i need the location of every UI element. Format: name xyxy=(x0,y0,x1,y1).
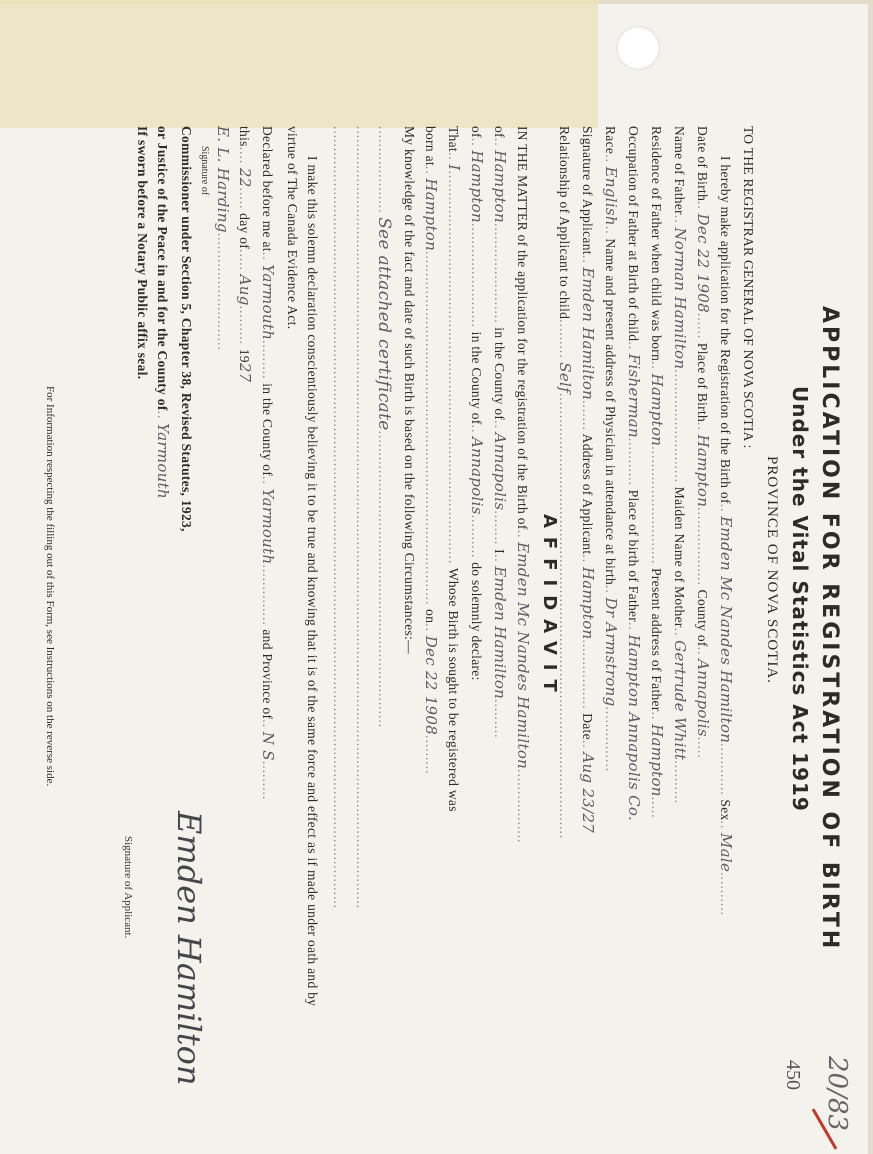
month-value: Aug xyxy=(236,274,254,306)
notary-text: If sworn before a Notary Public affix seal. xyxy=(135,126,150,380)
affidavit-heading: AFFIDAVIT xyxy=(539,514,560,701)
declared-place: Yarmouth xyxy=(259,264,277,341)
notary-line xyxy=(134,126,150,379)
declared-province: N S xyxy=(259,731,277,761)
physician-value: Dr Armstrong xyxy=(602,597,620,707)
label-signature-applicant: Signature of Applicant xyxy=(580,126,595,255)
deponent-name: Emden Hamilton xyxy=(491,566,509,700)
label-signature-of-applicant: Signature of Applicant. xyxy=(122,836,134,939)
commissioner-line xyxy=(178,126,194,532)
blank-line-2: ................................................................................................................................................................................... xyxy=(331,126,346,910)
affidavit-knowledge: My knowledge of the fact and date of such Birth is based on the following Circumstances:— xyxy=(402,126,417,654)
application-line-6: Race.. English.. Name and present address of Physician in attendance at birth.. Dr Armstrong............... xyxy=(602,126,620,773)
commissioner-signature-line: E. L. Harding........................... xyxy=(214,126,232,351)
date-value: Aug 23/27 xyxy=(579,752,597,834)
of-place: Hampton xyxy=(491,150,509,223)
label-place-of-birth: Place of Birth xyxy=(695,342,710,423)
affidavit-line-1: IN THE MATTER of the application for the registration of the Birth of.. Emden Mc Nandes Hamilton................. xyxy=(514,126,532,844)
label-relationship: Relationship of Applicant to child xyxy=(557,126,572,320)
label-on: on xyxy=(423,609,438,624)
circumstances-value: See attached certificate xyxy=(374,217,394,431)
father-birthplace-value: Hampton Annapolis Co. xyxy=(625,634,643,822)
blank-line-1: ................................................................................................................................................................................... xyxy=(354,126,369,910)
year-prefix: 19 xyxy=(237,348,252,363)
occupation-value: Fisherman xyxy=(625,353,643,438)
label-signature-of: Signature of xyxy=(199,146,210,196)
mother-value: Gertrude Whitt xyxy=(671,640,689,761)
commissioner-text: Commissioner under Section 5, Chapter 38, Revised Statutes, 1923, xyxy=(179,126,194,532)
label-residence: Residence of Father when child was born xyxy=(649,126,664,362)
affidavit-line-5: born at.. Hampton................................................................................. on.. Dec 22 1908......... xyxy=(422,126,440,775)
application-line-7: Signature of Applicant.. Emden Hamilton....... Address of Applicant.. Hampton................ Date.. Aug 23/27 xyxy=(579,126,597,834)
label-born-at: born at xyxy=(423,126,438,166)
application-line-2: Date of Birth.. Dec 22 1908...... Place of Birth.. Hampton.................. County of.. Annapolis..... xyxy=(694,126,712,759)
label-father: Name of Father xyxy=(672,126,687,215)
label-in-county-2: in the County of xyxy=(469,331,484,425)
corner-handwriting: 20/83 xyxy=(822,1056,852,1131)
label-in-county: in the County of xyxy=(492,327,507,421)
footer-instructions: For Information respecting the filling out of this Form, see Instructions on the reverse side. xyxy=(44,386,56,787)
province-heading: PROVINCE OF NOVA SCOTIA. xyxy=(764,456,780,684)
label-applicant-address: Address of Applicant xyxy=(580,433,595,555)
commissioner-signature: E. L. Harding xyxy=(214,126,232,233)
label-in-county-3: in the County of xyxy=(260,383,275,477)
signature-applicant-value: Emden Hamilton xyxy=(579,267,597,401)
child-name: Emden Mc Nandes Hamilton xyxy=(717,516,735,744)
declaration-text-2: virtue of The Canada Evidence Act. xyxy=(285,126,300,330)
present-address-value: Hampton xyxy=(648,724,666,797)
date-line: this.... 22..... day of..... Aug......... 1927 xyxy=(236,126,254,383)
application-line-1: I hereby make application for the Registration of the Birth of.. Emden Mc Nandes Hamilton............ Sex.. Male.......... xyxy=(717,156,735,916)
application-line-5: Occupation of Father at Birth of child.. Fisherman........... Place of birth of Father.. Hampton Annapolis Co. xyxy=(625,126,643,822)
declared-line: Declared before me at.. Yarmouth......... in the County of.. Yarmouth.............. and Province of.. N S......... xyxy=(259,126,277,801)
that-value: I xyxy=(445,164,463,171)
affidavit-county: Annapolis xyxy=(491,432,509,511)
form-subtitle: Under the Vital Statistics Act 1919 xyxy=(788,386,812,812)
whose-birth-text: Whose Birth is sought to be registered was xyxy=(446,567,461,812)
label-birth-of: I hereby make application for the Registration of the Birth of xyxy=(718,156,733,504)
county-value: Annapolis xyxy=(694,659,712,737)
sex-value: Male xyxy=(717,833,735,873)
label-province: and Province of xyxy=(260,629,275,720)
affidavit-line-4: That.. I.......................................................................................... Whose Birth is sought to be registered was xyxy=(445,126,463,812)
birth-registration-form xyxy=(16,6,856,1146)
label-physician: Name and present address of Physician in attendance at birth xyxy=(603,238,618,586)
justice-text: or Justice of the Peace in and for the County of xyxy=(155,126,170,411)
matter-name: Emden Mc Nandes Hamilton xyxy=(514,542,532,770)
label-date: Date xyxy=(580,713,595,740)
label-race: Race xyxy=(603,126,618,155)
relationship-value: Self xyxy=(556,362,574,393)
affidavit-line-3: of.. Hampton........................ in the County of.. Annapolis.......... do solemnly declare: xyxy=(468,126,486,681)
of-place-2: Hampton xyxy=(468,150,486,223)
label-declared: Declared before me at xyxy=(260,126,275,252)
application-line-3: Name of Father.. Norman Hamilton.......................... Maiden Name of Mother.. Gertrude Whitt.......... xyxy=(671,126,689,805)
affidavit-county-2: Annapolis xyxy=(468,437,486,515)
application-line-8: Relationship of Applicant to child......... Self...................................................................................................... xyxy=(556,126,574,840)
applicant-address-value: Hampton xyxy=(579,566,597,640)
label-dob: Date of Birth xyxy=(695,126,710,202)
residence-value: Hampton xyxy=(648,373,666,447)
place-value: Hampton xyxy=(694,434,712,508)
dob-value: Dec 22 1908 xyxy=(694,213,712,313)
label-in-the-matter: IN THE MATTER of the application for the registration of the Birth of xyxy=(515,126,530,530)
label-county: County of xyxy=(695,589,710,647)
label-sex: Sex xyxy=(718,799,733,821)
registration-number: 450 xyxy=(782,1060,804,1090)
application-line-4: Residence of Father when child was born.. Hampton........................... Present address of Father.. Hampton..... xyxy=(648,126,666,819)
jp-county: Yarmouth xyxy=(154,423,172,499)
solemnly-declare: do solemnly declare: xyxy=(469,562,484,681)
label-present-address: Present address of Father xyxy=(649,568,664,712)
affidavit-line-2: of.. Hampton....................... in the County of.. Annapolis........ I.. Emden Hamilton......... xyxy=(491,126,509,739)
year-suffix: 27 xyxy=(236,362,254,383)
label-i: I xyxy=(492,549,507,554)
justice-line: or Justice of the Peace in and for the County of.. Yarmouth xyxy=(154,126,172,499)
declared-county: Yarmouth xyxy=(259,488,277,565)
race-value: English xyxy=(602,166,620,226)
label-this: this xyxy=(237,126,252,147)
declaration-text: I make this solemn declaration conscientiously believing it to be true and knowing that it is of the same force and effect as if made under oath and by xyxy=(305,156,320,1007)
label-that: That xyxy=(446,126,461,152)
applicant-signature: Emden Hamilton xyxy=(170,811,208,1086)
rotated-document xyxy=(16,6,856,1146)
label-father-birthplace: Place of birth of Father xyxy=(626,489,641,623)
label-of-2: of xyxy=(469,126,484,138)
salutation: TO THE REGISTRAR GENERAL OF NOVA SCOTIA : xyxy=(741,126,756,449)
affidavit-circumstances-line: .................... See attached certificate.................................................................... xyxy=(374,126,394,729)
born-on-value: Dec 22 1908 xyxy=(422,635,440,736)
label-day-of: day of xyxy=(237,213,252,250)
label-of: of xyxy=(492,126,507,138)
form-title: APPLICATION FOR REGISTRATION OF BIRTH xyxy=(817,306,842,952)
father-value: Norman Hamilton xyxy=(671,227,689,370)
day-value: 22 xyxy=(236,167,254,188)
born-at-value: Hampton xyxy=(422,178,440,252)
label-occupation: Occupation of Father at Birth of child xyxy=(626,126,641,342)
label-mother: Maiden Name of Mother xyxy=(672,486,687,628)
